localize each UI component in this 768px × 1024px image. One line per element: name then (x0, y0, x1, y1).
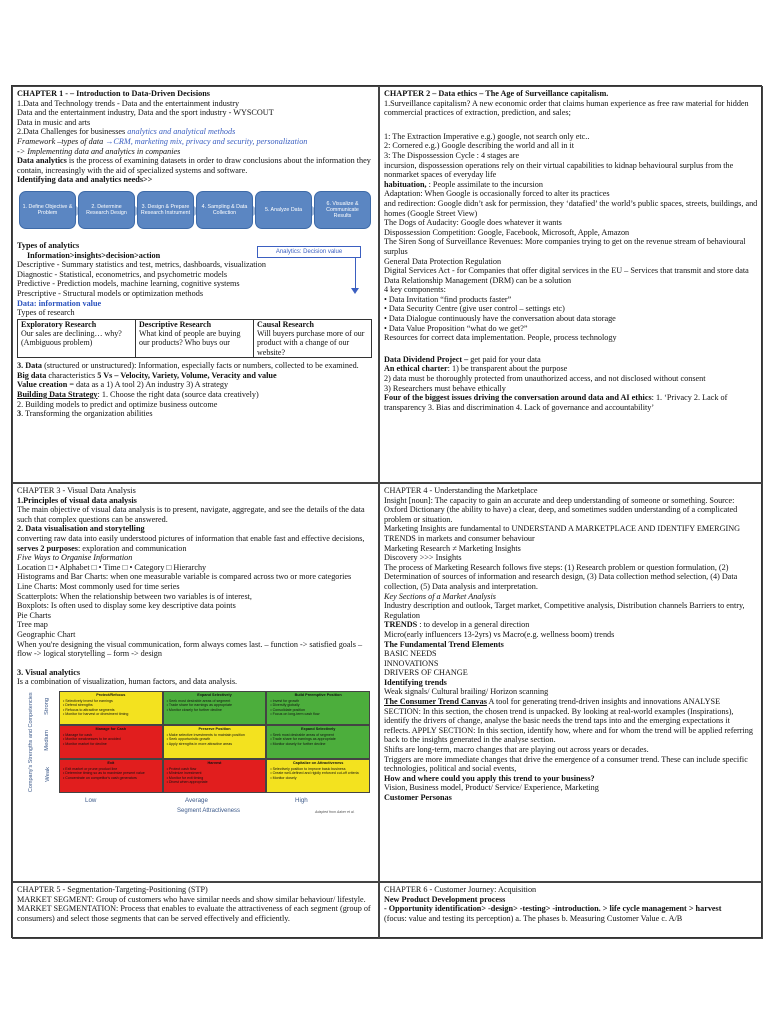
matrix-cell-item: • Diversify globally (270, 703, 300, 708)
matrix-x-tick: High (295, 796, 308, 804)
ch3-line: When you're designing the visual communication, form always comes last. – function -> satisfied goals – flow -> logical storytelling – form -> design (17, 639, 363, 659)
matrix-cell (163, 759, 267, 793)
ch4-line: Key Sections of a Market Analysis (384, 591, 496, 601)
ch4-line: INNOVATIONS (384, 658, 439, 668)
matrix-cell-heading: Harvest (207, 760, 222, 765)
ch2-bullet: • Data Security Centre (give user control – settings etc) (384, 304, 565, 314)
types-analytics-heading: Types of analytics (17, 240, 80, 250)
ch4-line: Triggers are more immediate changes that drive the emergence of a consumer trend. These can include specific technologies, political and social events, (384, 754, 748, 774)
chapter-2-cell (379, 86, 763, 483)
ch4-line: The Consumer Trend Canvas A tool for generating trend-driven insights and innovations ANALYSE SECTION: In this section, the chosen trend is unpacked. By looking at real-world examples (Inspirations), identify the drivers of change, analyse the basic needs the trend taps into and the emerging expectations it reflects. APPLY SECTION: In this section, identify how, where and for whom the trend will be applied referring back to the insights generated in the analyse section. (384, 697, 753, 745)
analytics-type: Diagnostic - Statistical, econometrics, and psychometric models (17, 269, 228, 279)
ch2-line: Resources for correct data implementation. People, process technology (384, 333, 617, 343)
matrix-cell-heading: Protect/Refocus (96, 692, 126, 697)
chapter-2-title: CHAPTER 2 – Data ethics – The Age of Surveillance capitalism. (384, 89, 609, 98)
decision-value-callout: Analytics: Decision value (257, 246, 361, 258)
matrix-cell-item: • Apply strengths in more attractive areas (166, 741, 233, 746)
matrix-cell (59, 725, 163, 759)
ch1-needs-heading: Identifying data and analytics needs>> (17, 175, 153, 185)
matrix-cell-item: • Exit market or prune product line (63, 766, 118, 771)
process-step: 6. Visualize & Communicate Results (314, 191, 371, 229)
matrix-cell-item: • Monitor closely for further decline (270, 741, 326, 746)
matrix-cell-item: • Create well-defined and rigidly enforced cut-off criteria (270, 771, 359, 776)
ch1-line: 1.Data and Technology trends - Data and the entertainment industry (17, 98, 240, 108)
ch2-line: Adaptation: When Google is occasionally forced to alter its practices (384, 189, 610, 199)
ch2-line: The Dogs of Audacity: Google does whatever it wants (384, 218, 562, 228)
matrix-cell-heading: Preserve Position (198, 726, 231, 731)
matrix-y-tick: Weak (44, 766, 51, 782)
matrix-cell-item: • Selectively invest for earnings (63, 698, 113, 703)
chapter-5-title: CHAPTER 5 - Segmentation-Targeting-Positioning (STP) (17, 885, 208, 894)
process-step: 1. Define Objective & Problem (19, 191, 76, 229)
matrix-cell-item: • Trade share for earnings as appropriate (270, 737, 336, 742)
matrix-cell-item: • Monitor for exit timing (166, 775, 204, 780)
ch4-line: TRENDS : to develop in a general direction (384, 620, 530, 630)
ch1-data-def: 3. Data (structured or unstructured): Information, especially facts or numbers, collected to be examined. (17, 361, 359, 371)
chapter-6-cell (379, 882, 763, 939)
matrix-cell-item: • Consolidate position (270, 707, 305, 712)
ch2-line: Dispossession Competition: Google, Facebook, Microsoft, Apple, Amazon (384, 227, 630, 237)
ch2-line: Data Relationship Management (DRM) can be a solution (384, 275, 572, 285)
matrix-cell-item: • Seek opportunistic growth (166, 737, 211, 742)
matrix-cell-item: • Seek most desirable areas of segment (166, 698, 231, 703)
ch2-bullet: • Data Invitation “find products faster” (384, 294, 512, 304)
ch6-line: (focus: value and testing its perception) a. The phases b. Measuring Customer Value c. A/B (384, 913, 683, 923)
matrix-cell-item: • Refocus to attractive segments (63, 707, 115, 712)
analytics-type: Prescriptive - Structural models or optimization methods (17, 288, 204, 298)
matrix-cell-item: • Monitor market for decline (63, 741, 107, 746)
analytics-type: Descriptive - Summary statistics and test, metrics, dashboards, visualization (17, 260, 266, 270)
matrix-cell-heading: Manage for Cash (95, 726, 127, 731)
ch1-data-strategy: Building Data Strategy: 1. Choose the right data (source data creatively) (17, 389, 259, 399)
matrix-cell-item: • Concentrate on competitor's cash generators (63, 775, 137, 780)
ch4-line: Weak signals/ Cultural brailing/ Horizon scanning (384, 687, 549, 697)
matrix-cell-item: • Monitor closely for further decline (166, 707, 222, 712)
ch4-line: Identifying trends (384, 677, 447, 687)
ch4-line: The Fundamental Trend Elements (384, 639, 504, 649)
ch4-line: BASIC NEEDS (384, 649, 437, 659)
matrix-y-tick: Medium (43, 729, 50, 751)
process-step: 2. Determine Research Design (78, 191, 135, 229)
matrix-cell (163, 691, 267, 725)
callout-line (355, 258, 356, 290)
chapter-5-cell (12, 882, 379, 939)
ch2-line: 3: The Dispossession Cycle : 4 stages are (384, 150, 520, 160)
matrix-cell-heading: Exit (107, 760, 115, 765)
matrix-cell-heading: Build Preemptive Position (294, 692, 342, 697)
analytics-type: Predictive - Prediction models, machine learning, cognitive systems (17, 279, 240, 289)
info-value-heading: Data: information value (17, 298, 102, 308)
ch3-line: Pie Charts (17, 610, 51, 620)
ch3-section: 1.Principles of visual data analysis (17, 495, 137, 505)
process-step: 5. Analyze Data (255, 191, 312, 229)
matrix-cell-heading: Expand Selectively (197, 692, 232, 697)
matrix-x-tick: Average (185, 796, 208, 804)
chapter-1-cell (12, 86, 379, 483)
ch4-line: Micro(early influencers 13-2yrs) vs Macro(e.g. wellness boom) trends (384, 629, 615, 639)
matrix-cell (163, 725, 267, 759)
ch2-line: 3) Researchers must behave ethically (384, 383, 506, 393)
ch1-line: 3. Transforming the organization abilities (17, 409, 153, 419)
strategy-matrix (25, 691, 370, 827)
matrix-cell (59, 691, 163, 725)
matrix-x-tick: Low (85, 796, 97, 804)
ch2-line: The Siren Song of Surveillance Revenues: More companies trying to get on the revenue stream of behavioural surplus (384, 237, 746, 256)
ch3-line: converting raw data into easily understood pictures of information that enable fast and effective decisions, serves 2 purposes: exploration and communication (17, 533, 365, 553)
ch2-line: An ethical charter: 1) be transparent about the purpose (384, 364, 568, 374)
matrix-y-axis-label: Company's Strengths and Competencies (27, 692, 34, 792)
ch2-line: Four of the biggest issues driving the conversation around data and AI ethics: 1. ‘Privacy 2. Lack of transparency 3. Bias and discrimination 4. Lack of governance and accountability’ (384, 393, 728, 412)
ch1-data-analytics-def: Data analytics is the process of examining datasets in order to draw conclusions about the information they contain, increasingly with the aid of specialized systems and software. (17, 156, 371, 175)
arrow-down-icon (351, 288, 359, 294)
ch4-line: Marketing Insights are fundamental to UNDERSTAND A MARKETPLACE AND IDENTIFY EMERGING TRENDS in markets and consumer behaviour (384, 524, 741, 543)
ch1-line: 2.Data Challenges for businesses analytics and analytical methods (17, 127, 236, 137)
ch4-line: Marketing Research ≠ Marketing Insights (384, 543, 521, 553)
matrix-cell (59, 759, 163, 793)
ch3-line: Five Ways to Organise Information (17, 553, 133, 563)
ch2-line: 2) data must be thoroughly protected from unauthorized access, and not disclosed without consent (384, 374, 706, 384)
matrix-cell (266, 759, 370, 793)
ch6-line: New Product Development process (384, 894, 506, 904)
matrix-cell-item: • Monitor for harvest or divestment timing (63, 712, 129, 717)
ch1-line: -> Implementing data and analytics in companies (17, 146, 181, 156)
ch3-line: Scatterplots: When the relationship between two variables is of interest, (17, 591, 252, 601)
ch3-section: 2. Data visualisation and storytelling (17, 524, 145, 534)
chapter-3-cell (12, 483, 379, 882)
matrix-x-axis-label: Segment Attractiveness (177, 807, 241, 814)
ch3-section: 3. Visual analytics (17, 667, 81, 677)
matrix-cell-item: • Monitor weaknesses to be avoided (63, 737, 121, 742)
ch6-line: - Opportunity identification> -design> -testing> -introduction. > life cycle management > harvest (384, 904, 722, 914)
matrix-cell-item: • Defend strengths (63, 703, 93, 708)
ch4-line: DRIVERS OF CHANGE (384, 668, 468, 678)
matrix-cell-item: • Minimize investment (166, 771, 202, 776)
ch3-line: Geographic Chart (17, 629, 76, 639)
ch1-line: Data and the entertainment industry, Data and the sport industry - WYSCOUT (17, 108, 274, 118)
matrix-y-tick: Strong (44, 697, 51, 715)
matrix-cell-item: • Protect cash flow (166, 766, 197, 771)
process-step: 3. Design & Prepare Research Instrument (137, 191, 194, 229)
ch2-bullet: • Data Dialogue continuously have the conversation about data storage (384, 314, 616, 324)
research-col: Causal Research Will buyers purchase more of our product with a change of our website? (254, 319, 372, 357)
matrix-cell-item: • Divest when appropriate (166, 780, 208, 785)
matrix-cell-heading: Expand Selectively (300, 726, 336, 731)
ch2-line: incursion, dispossession operations rely on their virtual capabilities to kidnap behavioural surplus from the nonmarket spaces of everyday life (384, 160, 734, 180)
ch2-line: habituation, : People assimilate to the incursion (384, 179, 543, 189)
ch2-bullet: • Data Value Proposition “what do we get?” (384, 323, 528, 333)
ch2-line: 1: The Extraction Imperative e.g.) google, not search only etc.. (384, 131, 590, 141)
ch2-line: 4 key components: (384, 285, 446, 295)
matrix-cell-heading: Capitalize on Attractiveness (292, 760, 344, 765)
ch4-line: The process of Marketing Research follows five steps: (1) Research problem or question formulation, (2) Determination of sources of information and research design, (3) Data collection method selection, (4) Data collection, (5) Data analysis and interpretation. (384, 562, 738, 591)
ch3-line: Line Charts: Most commonly used for time series (17, 581, 180, 591)
process-step: 4. Sampling & Data Collection (196, 191, 253, 229)
matrix-cell-item: • Selectively position to improve basic business (270, 766, 346, 771)
notes-sheet (11, 85, 762, 938)
ch3-line: Histograms and Bar Charts: when one measurable variable is compared across two or more categories (17, 572, 352, 582)
matrix-cell-item: • Focus on long-term cash flow (270, 712, 320, 717)
research-types-table (17, 319, 372, 358)
ch1-line: Data in music and arts (17, 117, 91, 127)
chapter-4-cell (379, 483, 763, 882)
chapter-4-title: CHAPTER 4 - Understanding the Marketplace (384, 486, 538, 495)
matrix-cell-item: • Determine timing so as to maximize present value (63, 771, 145, 776)
ch2-line: 1.Surveillance capitalism? A new economic order that claims human experience as free raw material for hidden commercial practices of extraction, prediction, and sales; (384, 98, 749, 118)
ch1-big-data: Big data characteristics 5 Vs – Velocity, Variety, Volume, Veracity and value (17, 370, 277, 380)
matrix-cell-item: • Manage for cash (63, 732, 93, 737)
ch4-line: Shifts are long-term, macro changes that are playing out across years or decades. (384, 745, 649, 755)
research-col: Descriptive Research What kind of people are buying our products? Who buys our (136, 319, 254, 357)
ch2-line: and redirection: Google didn’t ask for permission, they ‘datafied’ the world’s public spaces, streets, buildings, and homes (Google Street View) (384, 198, 758, 218)
matrix-cell-item: • Seek most desirable areas of segment (270, 732, 334, 737)
ch1-value-creation: Value creation = data as a 1) A tool 2) An industry 3) A strategy (17, 380, 229, 390)
ch5-line: MARKET SEGMENT: Group of customers who have similar needs and show similar behaviour/ lifestyle. MARKET SEGMENTATION: Process that enables to evaluate the attractiveness of each segment (group of consumers) and select those segments that can be served effectively and efficiently. (17, 894, 371, 923)
research-types-label: Types of research (17, 308, 75, 318)
ch2-line: General Data Protection Regulation (384, 256, 502, 266)
ch4-line: Discovery >>> Insights (384, 553, 462, 563)
matrix-cell-item: • Invest for growth (270, 698, 300, 703)
chapter-6-title: CHAPTER 6 - Customer Journey: Acquisition (384, 885, 537, 894)
ch3-line: Boxplots: Is often used to display some key descriptive data points (17, 601, 236, 611)
research-col: Exploratory Research Our sales are declining… why? (Ambiguous problem) (18, 319, 136, 357)
ch4-line: Insight [noun]: The capacity to gain an accurate and deep understanding of someone or something. Source: Oxford Dictionary (the ability to have) a clear, deep, and sometimes sudden understanding of a complicated problem or situation. (384, 495, 738, 524)
ch3-line: Is a combination of visualization, human factors, and data analysis. (17, 677, 238, 687)
ch4-line: How and where could you apply this trend to your business? (384, 773, 595, 783)
matrix-cell-item: • Trade share for earnings as appropriate (166, 703, 233, 708)
chapter-1-title: CHAPTER 1 - – Introduction to Data-Driven Decisions (17, 89, 210, 98)
matrix-cell-item: • Monitor closely (270, 775, 297, 780)
ch1-line: Framework –types of data →CRM, marketing mix, privacy and security, personalization (17, 136, 308, 146)
ch3-line: Location □ • Alphabet □ • Time □ • Category □ Hierarchy (17, 562, 207, 572)
ch2-line: 2: Cornered e.g.) Google describing the world and all in it (384, 141, 575, 151)
ch3-line: The main objective of visual data analysis is to present, navigate, aggregate, and see the details of the data such that complex questions can be answered. (17, 505, 365, 524)
ch4-line: Industry description and outlook, Target market, Competitive analysis, Distribution channels Barriers to entry, Regulation (384, 601, 745, 620)
matrix-cell (266, 725, 370, 759)
matrix-cell-item: • Make selective investments to maintain position (166, 732, 245, 737)
ch2-line: Data Dividend Project – get paid for your data (384, 354, 541, 364)
matrix-grid (59, 691, 370, 793)
matrix-source-note: Adapted from Aaker et al. (315, 809, 355, 814)
ch4-line: Customer Personas (384, 793, 452, 802)
ch3-line: Tree map (17, 620, 48, 630)
ch1-line: 2. Building models to predict and optimize business outcome (17, 399, 218, 409)
ch4-line: Vision, Business model, Product/ Service/ Experience, Marketing (384, 783, 599, 793)
matrix-cell (266, 691, 370, 725)
analytics-process-flow (17, 187, 374, 237)
types-analytics-sub: Information>insights>decision>action (27, 250, 161, 260)
chapter-3-title: CHAPTER 3 - Visual Data Analysis (17, 486, 136, 495)
ch2-line: Digital Services Act - for Companies that offer digital services in the EU – Services that transmit and store data (384, 266, 749, 276)
